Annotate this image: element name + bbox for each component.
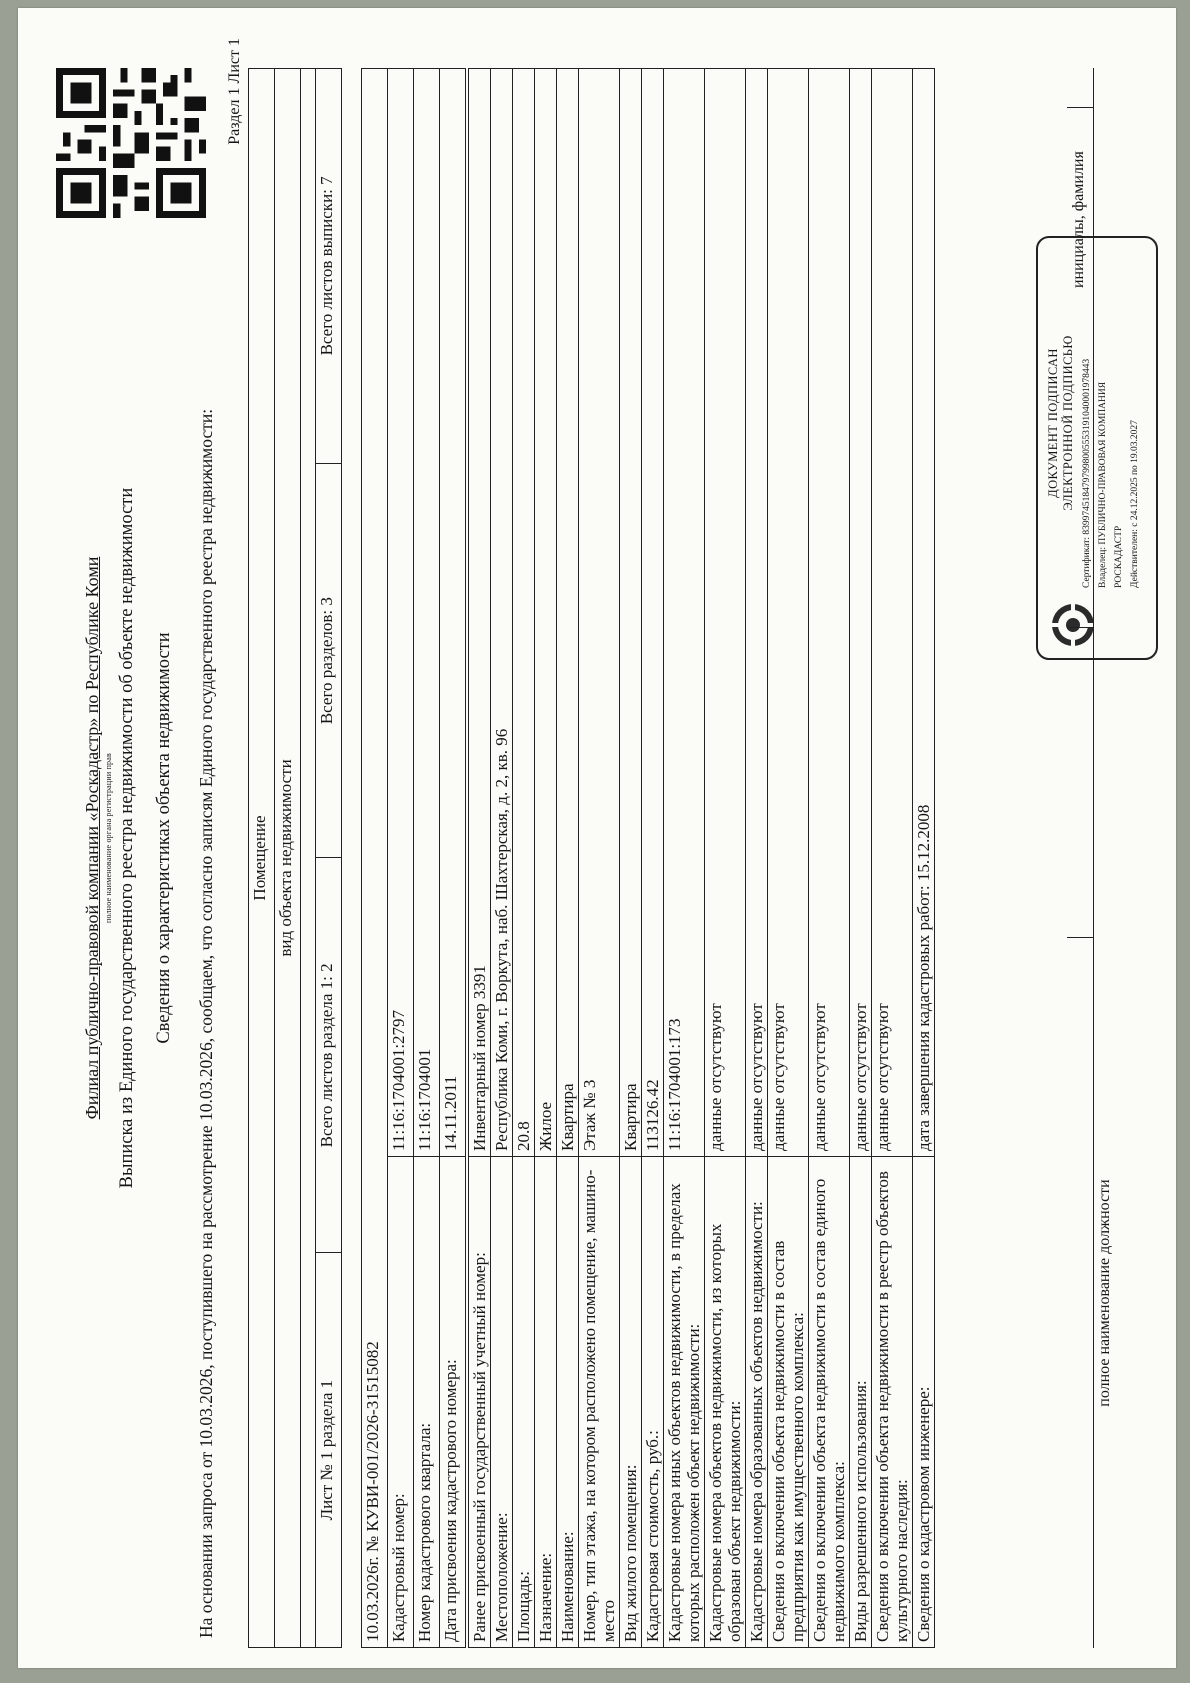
characteristic-value: данные отсутствуют bbox=[746, 69, 768, 1157]
characteristic-label: Кадастровые номера образованных объектов недвижимости: bbox=[746, 1157, 768, 1648]
rotated-page-content bbox=[18, 8, 1176, 1668]
sheet-label: Лист № 1 раздела 1 bbox=[316, 1253, 342, 1648]
section-sheet-number: Раздел 1 Лист 1 bbox=[226, 38, 243, 145]
characteristic-label: Кадастровые номера иных объектов недвижимости, в пределах которых расположен объект недвижимости: bbox=[664, 1157, 705, 1648]
cadastral-quarter-value: 11:16:1704001 bbox=[414, 69, 440, 1157]
characteristic-row bbox=[579, 69, 620, 1648]
characteristic-label: Кадастровые номера объектов недвижимости, из которых образован объект недвижимости: bbox=[705, 1157, 746, 1648]
characteristic-row bbox=[642, 69, 664, 1648]
position-caption: полное наименование должности bbox=[1096, 1179, 1113, 1407]
characteristic-label: Ранее присвоенный государственный учетный номер: bbox=[469, 1157, 491, 1648]
assignment-date-value: 14.11.2011 bbox=[440, 69, 466, 1157]
characteristic-value: данные отсутствуют bbox=[872, 69, 913, 1157]
object-type: Помещение bbox=[249, 69, 275, 1648]
sheets-in-section: Всего листов раздела 1: 2 bbox=[316, 858, 342, 1253]
characteristic-label: Площадь: bbox=[513, 1157, 535, 1648]
electronic-signature-stamp bbox=[1036, 236, 1158, 660]
characteristic-label: Сведения о включении объекта недвижимости в состав предприятия как имущественного комплекса: bbox=[768, 1157, 809, 1648]
registration-number: 10.03.2026г. № КУВИ-001/2026-31515082 bbox=[362, 69, 388, 1648]
characteristic-label: Наименование: bbox=[557, 1157, 579, 1648]
characteristic-label: Назначение: bbox=[535, 1157, 557, 1648]
stamp-owner-name: РОСКАДАСТР bbox=[1114, 525, 1124, 588]
characteristic-row bbox=[469, 69, 491, 1648]
registration-table bbox=[361, 68, 466, 1648]
object-type-caption: вид объекта недвижимости bbox=[275, 69, 301, 1648]
characteristic-row bbox=[557, 69, 579, 1648]
emblem-icon bbox=[1050, 602, 1096, 648]
characteristic-value: данные отсутствуют bbox=[768, 69, 809, 1157]
characteristic-row bbox=[809, 69, 850, 1648]
characteristic-label: Сведения о включении объекта недвижимости в реестр объектов культурного наследия: bbox=[872, 1157, 913, 1648]
signature-line bbox=[1093, 68, 1094, 1648]
object-header-table bbox=[248, 68, 342, 1648]
extract-title: Выписка из Единого государственного реестра недвижимости об объекте недвижимости bbox=[117, 487, 137, 1189]
characteristic-value: данные отсутствуют bbox=[809, 69, 850, 1157]
characteristic-value: Жилое bbox=[535, 69, 557, 1157]
characteristic-row bbox=[872, 69, 913, 1648]
signature-divider bbox=[1067, 107, 1093, 108]
characteristic-value: Республика Коми, г. Воркута, наб. Шахтерская, д. 2, кв. 96 bbox=[491, 69, 513, 1157]
characteristic-label: Сведения о кадастровом инженере: bbox=[913, 1157, 935, 1648]
document-header bbox=[82, 8, 175, 1668]
characteristic-label: Виды разрешенного использования: bbox=[850, 1157, 872, 1648]
characteristic-row bbox=[491, 69, 513, 1648]
signature-divider bbox=[1067, 937, 1093, 938]
characteristic-row bbox=[850, 69, 872, 1648]
characteristic-row bbox=[705, 69, 746, 1648]
characteristic-row bbox=[664, 69, 705, 1648]
characteristic-value: данные отсутствуют bbox=[705, 69, 746, 1157]
stamp-validity: Действителен: с 24.12.2025 по 19.03.2027 bbox=[1130, 420, 1140, 588]
characteristic-value: Инвентарный номер 3391 bbox=[469, 69, 491, 1157]
document-page bbox=[18, 8, 1176, 1668]
name-caption: инициалы, фамилия bbox=[1070, 151, 1087, 288]
characteristic-label: Местоположение: bbox=[491, 1157, 513, 1648]
characteristic-row bbox=[913, 69, 935, 1648]
organization-caption: полное наименование органа регистрации прав bbox=[104, 753, 113, 923]
characteristic-value: 113126.42 bbox=[642, 69, 664, 1157]
section-title: Сведения о характеристиках объекта недвижимости bbox=[154, 632, 174, 1044]
characteristic-row bbox=[620, 69, 642, 1648]
signature-divider bbox=[1067, 627, 1093, 628]
stamp-owner: Владелец: ПУБЛИЧНО-ПРАВОВАЯ КОМПАНИЯ bbox=[1098, 381, 1108, 588]
assignment-date-label: Дата присвоения кадастрового номера: bbox=[440, 1157, 466, 1648]
characteristics-table bbox=[468, 68, 935, 1648]
characteristic-row bbox=[746, 69, 768, 1648]
characteristic-label: Номер, тип этажа, на котором расположено помещение, машино-место bbox=[579, 1157, 620, 1648]
request-basis-text: На основании запроса от 10.03.2026, поступившего на рассмотрение 10.03.2026, сообщаем, что согласно записям Единого государственного реестра недвижимости: bbox=[196, 408, 216, 1638]
characteristic-value: Этаж № 3 bbox=[579, 69, 620, 1157]
stamp-title-line-2: ЭЛЕКТРОННОЙ ПОДПИСЬЮ bbox=[1061, 335, 1075, 511]
characteristic-label: Кадастровая стоимость, руб.: bbox=[642, 1157, 664, 1648]
characteristic-label: Сведения о включении объекта недвижимости в состав единого недвижимого комплекса: bbox=[809, 1157, 850, 1648]
characteristic-value: Квартира bbox=[557, 69, 579, 1157]
total-sections: Всего разделов: 3 bbox=[316, 463, 342, 858]
characteristic-value: дата завершения кадастровых работ: 15.12.2008 bbox=[913, 69, 935, 1157]
total-sheets: Всего листов выписки: 7 bbox=[316, 69, 342, 464]
cadastral-quarter-label: Номер кадастрового квартала: bbox=[414, 1157, 440, 1648]
stamp-title-line-1: ДОКУМЕНТ ПОДПИСАН bbox=[1046, 348, 1060, 498]
characteristic-value: 11:16:1704001:173 bbox=[664, 69, 705, 1157]
characteristic-row bbox=[535, 69, 557, 1648]
stamp-certificate: Сертификат: 8399745184797998005553191040001978443 bbox=[1082, 358, 1092, 588]
organization-name: Филиал публично-правовой компании «Роскадастр» по Республике Коми bbox=[82, 556, 102, 1120]
characteristic-row bbox=[768, 69, 809, 1648]
stamp-title bbox=[1046, 248, 1076, 598]
cadastral-number-value: 11:16:1704001:2797 bbox=[388, 69, 414, 1157]
cadastral-number-label: Кадастровый номер: bbox=[388, 1157, 414, 1648]
characteristic-value: 20.8 bbox=[513, 69, 535, 1157]
characteristic-row bbox=[513, 69, 535, 1648]
characteristic-label: Вид жилого помещения: bbox=[620, 1157, 642, 1648]
characteristic-value: данные отсутствуют bbox=[850, 69, 872, 1157]
characteristic-value: Квартира bbox=[620, 69, 642, 1157]
